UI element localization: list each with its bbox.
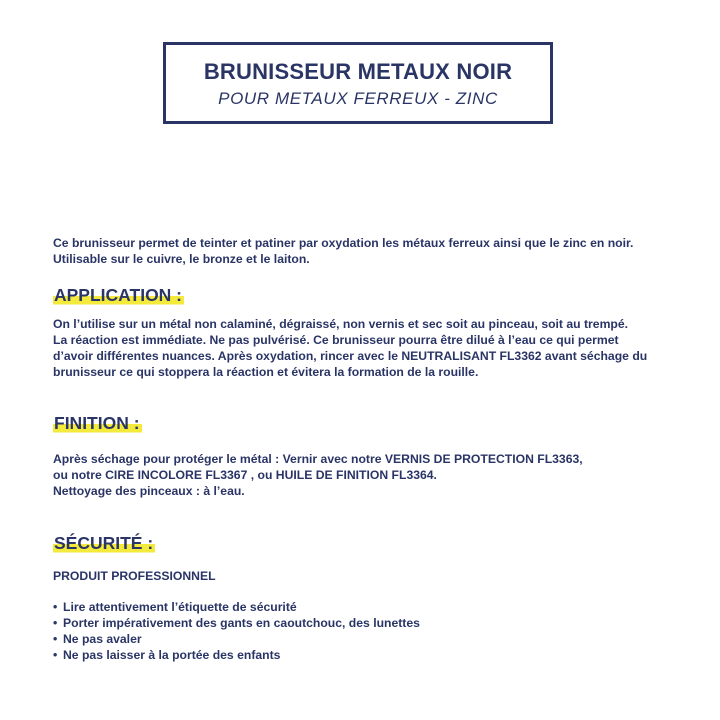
professional-product-label: PRODUIT PROFESSIONNEL: [53, 569, 216, 583]
list-item: [53, 599, 420, 615]
application-paragraph: [53, 316, 693, 380]
finition-line: Nettoyage des pinceaux : à l’eau.: [53, 484, 245, 498]
finition-paragraph: [53, 451, 693, 499]
list-item: [53, 615, 420, 631]
list-item: [53, 647, 420, 663]
safety-item-text: Ne pas avaler: [63, 632, 142, 646]
intro-line: Ce brunisseur permet de teinter et patiner par oxydation les métaux ferreux ainsi que le zinc en noir.: [53, 236, 634, 250]
application-line: brunisseur ce qui stoppera la réaction et évitera la formation de la rouille.: [53, 365, 479, 379]
intro-paragraph: [53, 235, 693, 267]
securite-heading: SÉCURITÉ :: [54, 533, 154, 553]
product-subtitle: POUR METAUX FERREUX - ZINC: [218, 89, 498, 108]
finition-line: ou notre CIRE INCOLORE FL3367 , ou HUILE DE FINITION FL3364.: [53, 468, 437, 482]
application-line: La réaction est immédiate. Ne pas pulvérisé. Ce brunisseur pourra être dilué à l’eau ce qui permet: [53, 333, 619, 347]
safety-item-text: Ne pas laisser à la portée des enfants: [63, 648, 281, 662]
application-line: On l’utilise sur un métal non calaminé, dégraissé, non vernis et sec soit au pinceau, soit au trempé.: [53, 317, 629, 331]
safety-item-text: Porter impérativement des gants en caoutchouc, des lunettes: [63, 616, 420, 630]
intro-line: Utilisable sur le cuivre, le bronze et le laiton.: [53, 252, 310, 266]
safety-item-text: Lire attentivement l’étiquette de sécurité: [63, 600, 297, 614]
bullet-icon: •: [53, 632, 58, 646]
bullet-icon: •: [53, 616, 58, 630]
bullet-icon: •: [53, 600, 58, 614]
application-line: d’avoir différentes nuances. Après oxydation, rincer avec le NEUTRALISANT FL3362 avant séchage du: [53, 349, 648, 363]
bullet-icon: •: [53, 648, 58, 662]
application-heading: APPLICATION :: [54, 285, 183, 305]
product-title: BRUNISSEUR METAUX NOIR: [203, 59, 513, 84]
title-box: [163, 42, 553, 124]
safety-list: [53, 599, 420, 663]
list-item: [53, 631, 420, 647]
finition-heading: FINITION :: [54, 413, 140, 433]
finition-line: Après séchage pour protéger le métal : Vernir avec notre VERNIS DE PROTECTION FL3363,: [53, 452, 583, 466]
